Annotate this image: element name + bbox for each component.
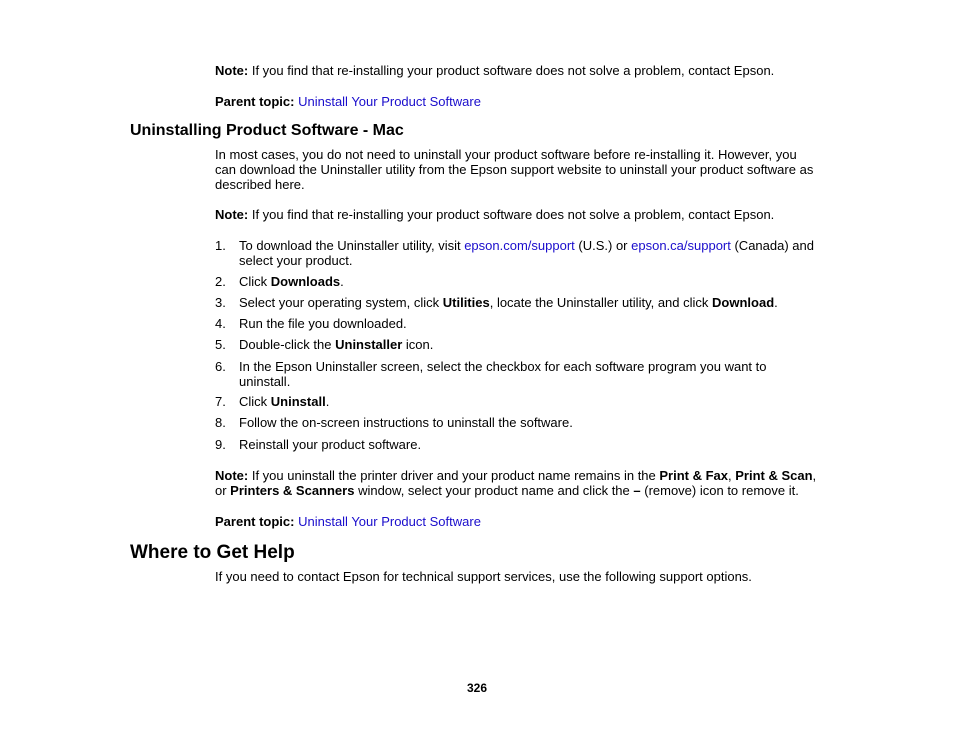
step-number: 4. xyxy=(215,316,226,331)
ui-term: Uninstaller xyxy=(335,337,403,352)
step-number: 1. xyxy=(215,238,226,253)
note-text: , xyxy=(812,468,817,483)
list-item xyxy=(239,359,839,389)
step-text: Click xyxy=(239,394,271,409)
ui-term: Downloads xyxy=(270,274,341,289)
note-label: Note: xyxy=(215,207,249,222)
list-item xyxy=(239,337,839,352)
ui-term: Print & Fax xyxy=(659,468,729,483)
parent-topic xyxy=(215,94,835,109)
note-text: , xyxy=(728,468,736,483)
step-number: 8. xyxy=(215,415,226,430)
step-text: . xyxy=(774,295,778,310)
ui-term: Download xyxy=(712,295,775,310)
help-paragraph: If you need to contact Epson for technical support services, use the following support options. xyxy=(215,569,752,584)
step-text: Double-click the xyxy=(239,337,336,352)
ui-term: Printers & Scanners xyxy=(230,483,355,498)
parent-topic-label: Parent topic: xyxy=(215,514,295,529)
step-text: select your product. xyxy=(239,253,353,268)
step-number: 9. xyxy=(215,437,226,452)
step-text: (U.S.) or xyxy=(574,238,632,253)
step-number: 3. xyxy=(215,295,226,310)
step-text: icon. xyxy=(402,337,434,352)
step-text: , locate the Uninstaller utility, and click xyxy=(489,295,713,310)
note-text: window, select your product name and click the xyxy=(354,483,634,498)
parent-topic-link[interactable]: Uninstall Your Product Software xyxy=(298,514,481,529)
section-heading-mac: Uninstalling Product Software - Mac xyxy=(130,122,404,139)
step-number: 7. xyxy=(215,394,226,409)
note-paragraph xyxy=(215,207,835,222)
note-label: Note: xyxy=(215,63,249,78)
step-number: 5. xyxy=(215,337,226,352)
remove-icon: – xyxy=(633,483,641,498)
list-item xyxy=(239,316,839,331)
parent-topic xyxy=(215,514,835,529)
list-item xyxy=(239,238,839,268)
step-text: Select your operating system, click xyxy=(239,295,443,310)
note-label: Note: xyxy=(215,468,249,483)
note-text: If you find that re-installing your product software does not solve a problem, contact Epson. xyxy=(248,63,775,78)
step-number: 6. xyxy=(215,359,226,374)
list-item xyxy=(239,394,839,409)
intro-line: In most cases, you do not need to uninstall your product software before re-installing it. However, you xyxy=(215,147,797,162)
parent-topic-label: Parent topic: xyxy=(215,94,295,109)
note-text: (remove) icon to remove it. xyxy=(640,483,799,498)
note-text: If you uninstall the printer driver and your product name remains in the xyxy=(248,468,660,483)
epson-us-support-link[interactable]: epson.com/support xyxy=(464,238,575,253)
step-text: . xyxy=(325,394,330,409)
note-paragraph xyxy=(215,63,835,78)
step-text: Reinstall your product software. xyxy=(239,437,422,452)
step-text: Follow the on-screen instructions to uninstall the software. xyxy=(239,415,573,430)
intro-line: described here. xyxy=(215,177,305,192)
list-item xyxy=(239,274,839,289)
step-text: Click xyxy=(239,274,271,289)
ui-term: Uninstall xyxy=(270,394,326,409)
step-text: In the Epson Uninstaller screen, select the checkbox for each software program you want to xyxy=(239,359,767,374)
step-text: (Canada) and xyxy=(730,238,814,253)
intro-paragraph xyxy=(215,147,835,192)
step-text: . xyxy=(340,274,344,289)
intro-line: can download the Uninstaller utility from the Epson support website to uninstall your product software as xyxy=(215,162,814,177)
ui-term: Print & Scan xyxy=(735,468,813,483)
step-number: 2. xyxy=(215,274,226,289)
list-item xyxy=(239,415,839,430)
list-item xyxy=(239,437,839,452)
list-item xyxy=(239,295,839,310)
page-number: 326 xyxy=(466,681,488,695)
epson-ca-support-link[interactable]: epson.ca/support xyxy=(631,238,731,253)
parent-topic-link[interactable]: Uninstall Your Product Software xyxy=(298,94,481,109)
step-text: Run the file you downloaded. xyxy=(239,316,407,331)
ui-term: Utilities xyxy=(442,295,490,310)
note-text: If you find that re-installing your product software does not solve a problem, contact Epson. xyxy=(248,207,775,222)
step-text: uninstall. xyxy=(239,374,291,389)
note-text: or xyxy=(215,483,231,498)
step-text: To download the Uninstaller utility, visit xyxy=(239,238,465,253)
section-heading-help: Where to Get Help xyxy=(130,542,295,563)
note-paragraph xyxy=(215,468,835,498)
